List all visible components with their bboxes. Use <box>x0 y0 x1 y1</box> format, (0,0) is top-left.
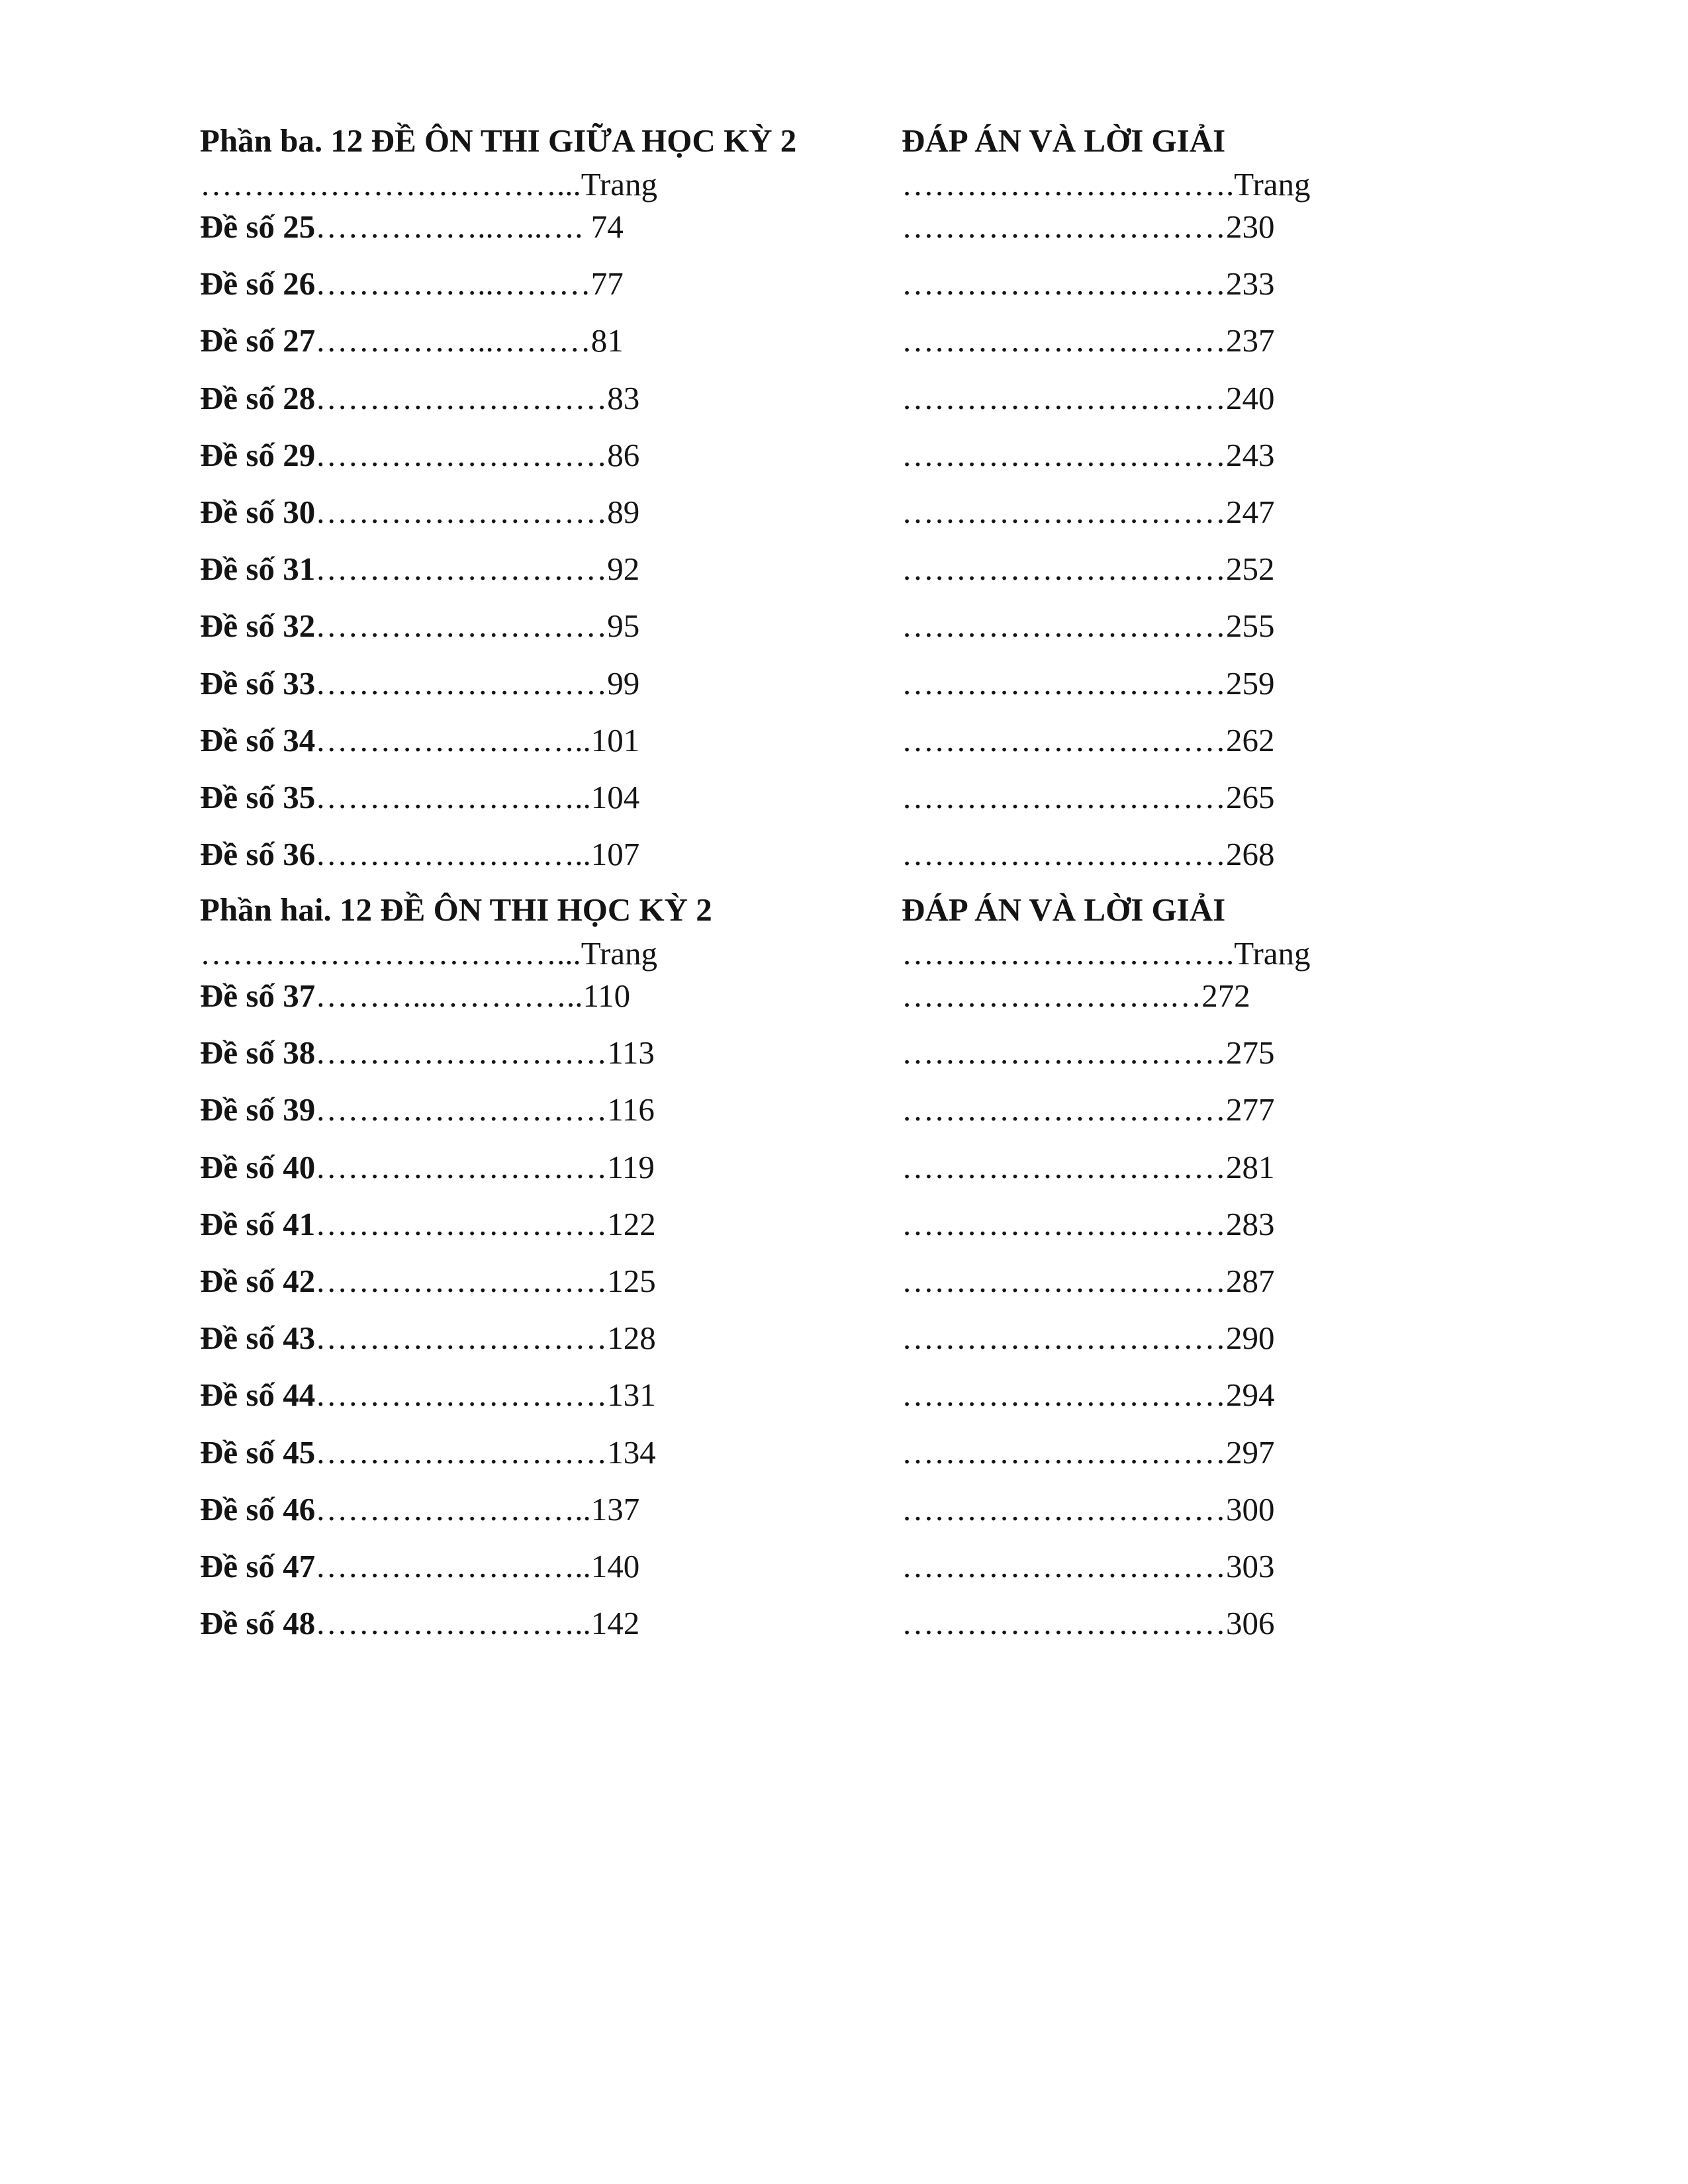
entry-page: ………………………125 <box>315 1263 656 1299</box>
toc-entry <box>200 1148 655 1185</box>
entry-label: Đề số 26 <box>200 265 316 302</box>
toc-entry <box>200 836 640 873</box>
entry-page: ………………………134 <box>315 1433 656 1471</box>
toc-entry <box>200 551 640 588</box>
answers-heading: ĐÁP ÁN VÀ LỜI GIẢI <box>902 891 1226 928</box>
answer-page: …………………………287 <box>902 1263 1275 1299</box>
entry-label: Đề số 45 <box>200 1433 316 1471</box>
entry-page: ……………………..101 <box>315 721 640 758</box>
answer-page: …………………………277 <box>902 1091 1275 1128</box>
entry-page: ……………..………81 <box>315 322 624 359</box>
toc-entry <box>200 210 624 243</box>
entry-label: Đề số 34 <box>200 721 316 758</box>
toc-entry <box>200 267 624 300</box>
entry-label: Đề số 29 <box>200 436 316 473</box>
trang-leader: ……………………………...Trang <box>200 166 658 203</box>
toc-entry <box>200 1093 655 1126</box>
entry-label: Đề số 31 <box>200 551 316 588</box>
entry-label: Đề số 32 <box>200 608 316 645</box>
toc-entry <box>200 664 640 702</box>
entry-label: Đề số 47 <box>200 1548 316 1584</box>
entry-page: ……………..………77 <box>315 265 624 302</box>
toc-entry <box>200 721 640 758</box>
entry-label: Đề số 27 <box>200 322 316 359</box>
toc-entry <box>200 781 639 813</box>
answer-page: …………………………247 <box>902 494 1275 530</box>
entry-label: Đề số 44 <box>200 1377 316 1414</box>
entry-label: Đề số 39 <box>200 1091 316 1128</box>
answer-page: …………………………252 <box>902 551 1275 588</box>
entry-page: ………………………113 <box>315 1034 655 1071</box>
answer-page: …………………….…272 <box>902 978 1250 1014</box>
answer-page: …………………………300 <box>902 1490 1275 1527</box>
entry-label: Đề số 48 <box>200 1605 316 1642</box>
answer-page: …………………………303 <box>902 1548 1275 1584</box>
entry-label: Đề số 30 <box>200 494 316 530</box>
toc-entry <box>200 1205 656 1242</box>
answer-page: …………………………268 <box>902 836 1275 873</box>
entry-page: ……………..…..…. 74 <box>315 208 624 245</box>
entry-page: ………………………89 <box>315 494 640 530</box>
toc-entry <box>200 979 630 1012</box>
toc-entry <box>200 379 640 416</box>
entry-page: ………………………92 <box>315 551 640 588</box>
entry-page: ………………………128 <box>315 1320 656 1357</box>
answer-page: …………………………255 <box>902 608 1275 645</box>
entry-page: ……………………..107 <box>315 836 640 873</box>
entry-page: ………………………116 <box>315 1091 655 1128</box>
entry-page: ………………………83 <box>315 379 640 416</box>
toc-entry <box>200 1605 640 1642</box>
toc-entry <box>200 1036 655 1069</box>
trang-leader: ……………………………...Trang <box>200 935 658 972</box>
answer-page: …………………………262 <box>902 721 1275 758</box>
toc-entry <box>200 436 640 473</box>
entry-label: Đề số 41 <box>200 1205 316 1242</box>
toc-entry <box>200 1490 640 1527</box>
toc-entry <box>200 1550 639 1582</box>
answer-page: …………………………294 <box>902 1377 1275 1414</box>
entry-label: Đề số 46 <box>200 1490 316 1527</box>
toc-entry <box>200 324 624 357</box>
entry-page: ………………………95 <box>315 608 640 645</box>
entry-page: ……………………..140 <box>315 1548 640 1584</box>
entry-page: ………………………122 <box>315 1205 656 1242</box>
entry-page: ………...…………..110 <box>315 978 631 1014</box>
entry-page: ………………………131 <box>315 1377 656 1414</box>
toc-entry <box>200 496 639 528</box>
answer-page: …………………………297 <box>902 1433 1275 1471</box>
entry-label: Đề số 25 <box>200 208 316 245</box>
answer-page: …………………………230 <box>902 208 1275 245</box>
entry-label: Đề số 33 <box>200 664 316 702</box>
toc-entry <box>200 608 640 645</box>
answer-page: …………………………237 <box>902 322 1275 359</box>
entry-page: ……………………..142 <box>315 1605 640 1642</box>
entry-label: Đề số 40 <box>200 1148 316 1185</box>
entry-page: ……………………..104 <box>315 779 640 815</box>
entry-label: Đề số 43 <box>200 1320 316 1357</box>
entry-label: Đề số 28 <box>200 379 316 416</box>
entry-label: Đề số 36 <box>200 836 316 873</box>
entry-label: Đề số 38 <box>200 1034 316 1071</box>
answer-page: …………………………240 <box>902 379 1275 416</box>
toc-entry <box>200 1377 656 1414</box>
answer-page: …………………………259 <box>902 664 1275 702</box>
entry-page: ……………………..137 <box>315 1490 640 1527</box>
answers-heading: ĐÁP ÁN VÀ LỜI GIẢI <box>902 122 1226 159</box>
answer-page: …………………………281 <box>902 1148 1275 1185</box>
trang-leader: ………………………….Trang <box>902 166 1311 203</box>
entry-label: Đề số 42 <box>200 1263 316 1299</box>
toc-entry <box>200 1320 656 1357</box>
answer-page: …………………………265 <box>902 779 1275 815</box>
entry-label: Đề số 37 <box>200 978 316 1014</box>
section-heading: Phần hai. 12 ĐỀ ÔN THI HỌC KỲ 2 <box>200 891 712 928</box>
answer-page: …………………………275 <box>902 1034 1275 1071</box>
answer-page: …………………………243 <box>902 436 1275 473</box>
toc-entry <box>200 1265 656 1297</box>
entry-label: Đề số 35 <box>200 779 316 815</box>
entry-page: ………………………99 <box>315 664 640 702</box>
answer-page: …………………………306 <box>902 1605 1275 1642</box>
answer-page: …………………………233 <box>902 265 1275 302</box>
toc-entry <box>200 1433 656 1471</box>
answer-page: …………………………283 <box>902 1205 1275 1242</box>
entry-page: ………………………86 <box>315 436 640 473</box>
answer-page: …………………………290 <box>902 1320 1275 1357</box>
entry-page: ………………………119 <box>315 1148 655 1185</box>
section-heading: Phần ba. 12 ĐỀ ÔN THI GIỮA HỌC KỲ 2 <box>200 122 797 159</box>
trang-leader: ………………………….Trang <box>902 935 1311 972</box>
